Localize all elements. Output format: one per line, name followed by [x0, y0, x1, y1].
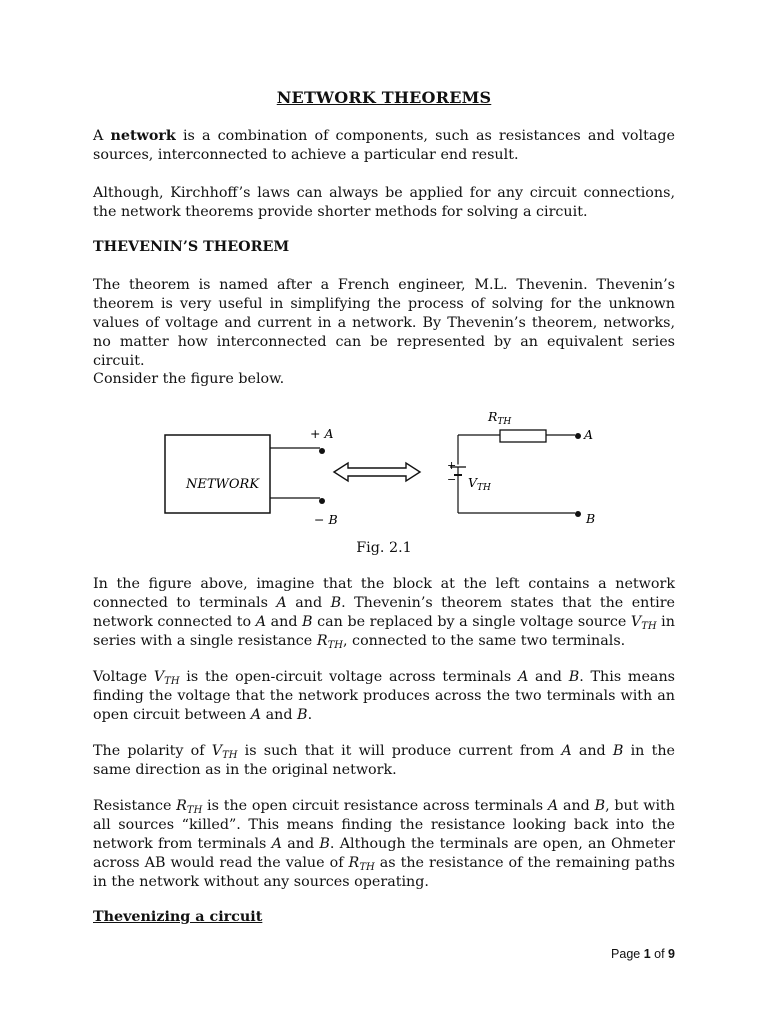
terminal-a-dot: [319, 448, 325, 454]
network-block: [165, 435, 270, 513]
terminal-b-right-dot: [575, 511, 581, 517]
rth-label: $R_{TH}$: [488, 409, 512, 427]
paragraph-kirchhoff: Although, Kirchhoff’s laws can always be applied for any circuit connections, the network theorems provide shorter methods for solving a circuit.: [93, 185, 675, 220]
minus-sign: −: [447, 473, 457, 486]
thevenin-figure: [150, 405, 620, 535]
equivalence-arrow-icon: [334, 463, 420, 481]
terminal-a-label: + A: [310, 426, 334, 441]
vth-label: $V_{TH}$: [468, 475, 491, 493]
term-network: network: [110, 128, 176, 144]
figure-caption: Fig. 2.1: [356, 540, 412, 556]
resistor-rth: [500, 430, 546, 442]
heading-thevenizing-circuit: Thevenizing a circuit: [93, 909, 263, 925]
paragraph-vth-definition: Voltage $V_{TH}$ is the open-circuit voltage across terminals A and B. This means finding the voltage that the network produces across the two terminals with an open circuit between A and B.: [93, 669, 675, 723]
terminal-a-right-label: A: [584, 427, 594, 442]
terminal-a-right-dot: [575, 433, 581, 439]
paragraph-consider-figure: Consider the figure below.: [93, 371, 285, 387]
network-label: NETWORK: [186, 477, 260, 492]
plus-sign: +: [447, 459, 457, 472]
paragraph-vth-polarity: The polarity of $V_{TH}$ is such that it will produce current from A and B in the same direction as in the original network.: [93, 743, 675, 778]
paragraph-rth-definition: Resistance $R_{TH}$ is the open circuit resistance across terminals A and B, but with all sources “killed”. This means finding the resistance looking back into the network from terminals A and B. Although the terminals are open, an Ohmeter across AB would read the value of $R_{TH}$ as the resistance of the remaining paths in the network without any sources operating.: [93, 798, 675, 890]
page-title: NETWORK THEOREMS: [276, 88, 492, 107]
terminal-b-label: − B: [314, 512, 338, 527]
paragraph-network-definition: A network is a combination of components, such as resistances and voltage sources, interconnected to achieve a particular end result.: [93, 128, 675, 163]
page-number: Page 1 of 9: [611, 947, 675, 961]
terminal-b-dot: [319, 498, 325, 504]
paragraph-thevenin-intro: The theorem is named after a French engineer, M.L. Thevenin. Thevenin’s theorem is very useful in simplifying the process of solving for the unknown values of voltage and current in a network. By Thevenin’s theorem, networks, no matter how interconnected can be represented by an equivalent series circuit.: [93, 277, 675, 369]
terminal-b-right-label: B: [586, 511, 596, 526]
heading-thevenin-theorem: THEVENIN’S THEOREM: [93, 239, 290, 255]
paragraph-figure-explanation: In the figure above, imagine that the block at the left contains a network connected to terminals A and B. Thevenin’s theorem states that the entire network connected to A and B can be replaced by a single voltage source $V_{TH}$ in series with a single resistance $R_{TH}$, connected to the same two terminals.: [93, 576, 675, 651]
